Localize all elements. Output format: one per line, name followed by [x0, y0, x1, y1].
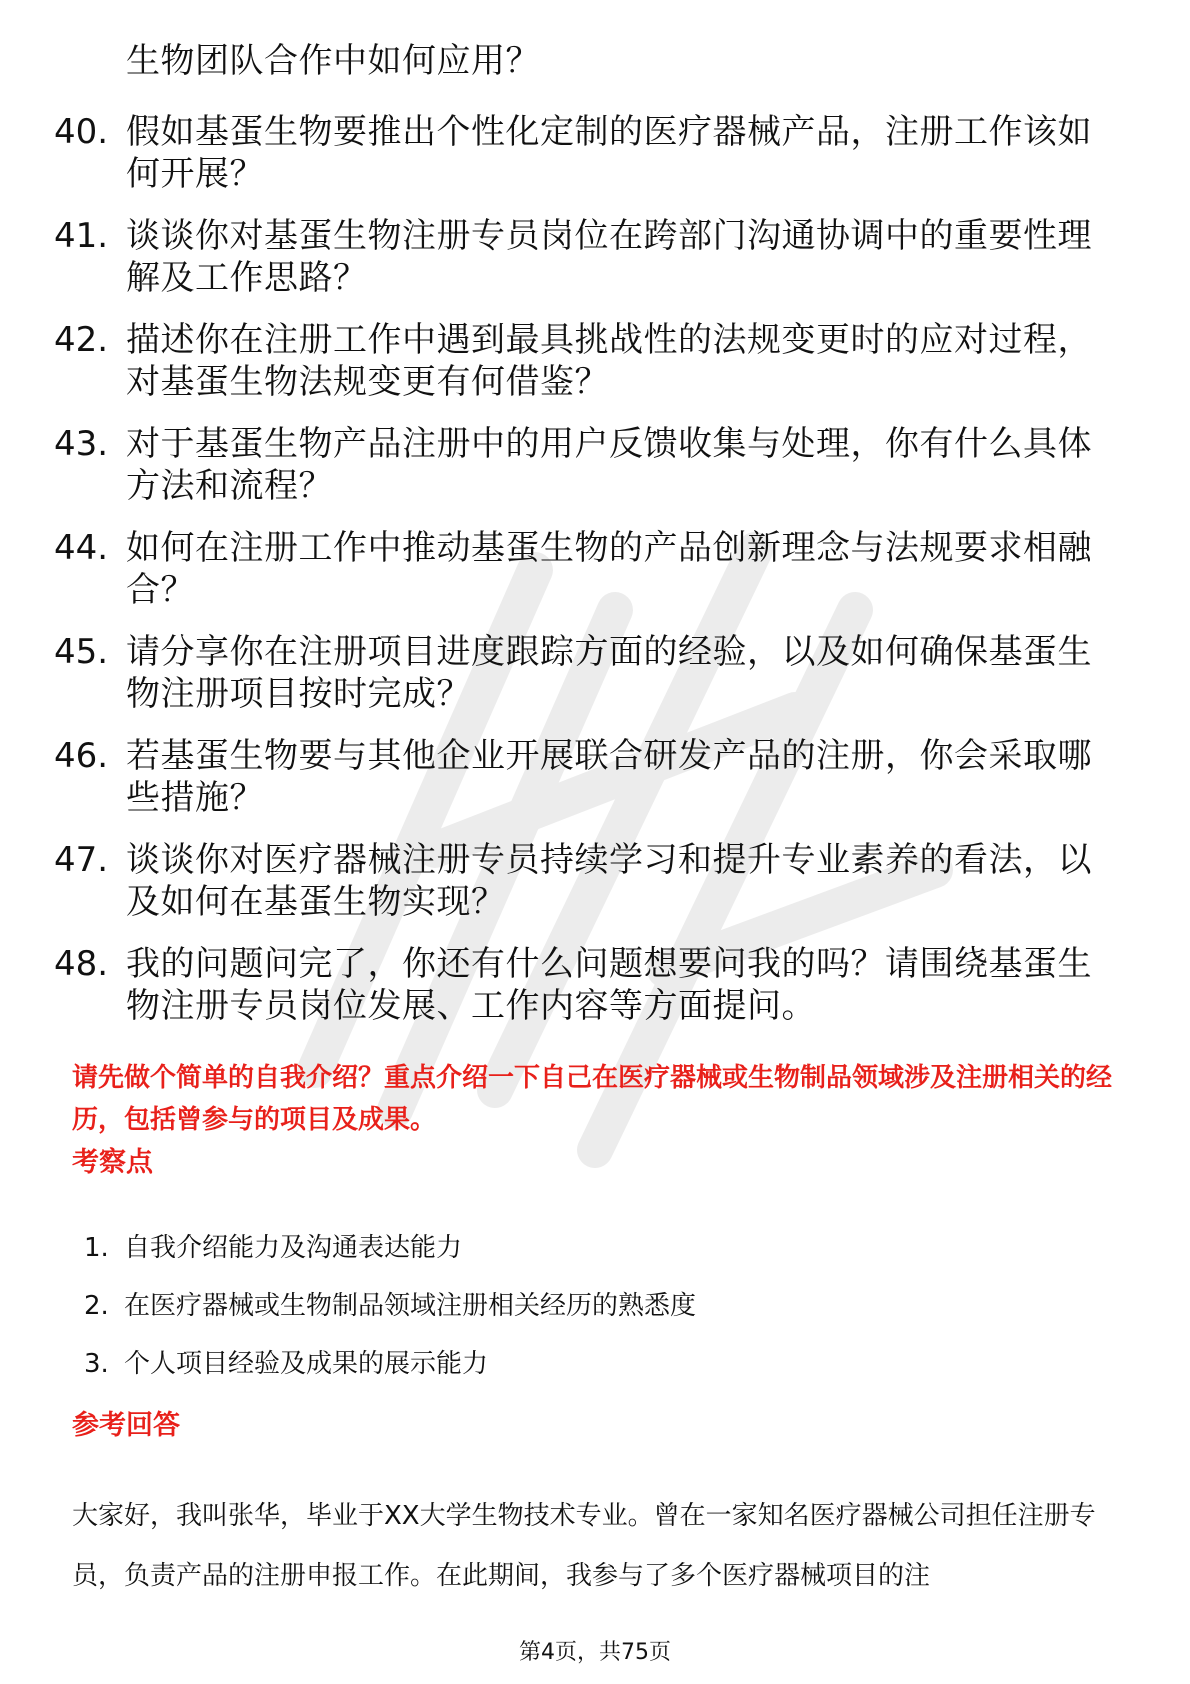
list-item	[54, 111, 1134, 215]
continued-question-text: 生物团队合作中如何应用？	[126, 41, 540, 81]
list-item	[54, 735, 1134, 839]
reference-answer-text: 大家好，我叫张华，毕业于XX大学生物技术专业。曾在一家知名医疗器械公司担任注册专员，负责产品的注册申报工作。在此期间，我参与了多个医疗器械项目的注	[72, 1501, 1096, 1591]
list-item	[84, 1288, 1084, 1346]
list-item	[54, 423, 1134, 527]
point-number: 1.	[84, 1233, 109, 1263]
list-item	[54, 943, 1134, 1047]
list-item	[84, 1346, 1084, 1404]
featured-question: 请先做个简单的自我介绍？重点介绍一下自己在医疗器械或生物制品领域涉及注册相关的经历，包括曾参与的项目及成果。	[72, 1063, 1113, 1135]
question-text: 描述你在注册工作中遇到最具挑战性的法规变更时的应对过程，对基蛋生物法规变更有何借鉴？	[126, 320, 1092, 402]
list-item	[54, 215, 1134, 319]
question-number: 40.	[54, 112, 109, 152]
question-number: 44.	[54, 528, 109, 568]
point-text: 自我介绍能力及沟通表达能力	[124, 1233, 463, 1263]
list-item	[54, 319, 1134, 423]
question-text: 若基蛋生物要与其他企业开展联合研发产品的注册，你会采取哪些措施？	[126, 736, 1092, 818]
list-item	[84, 1230, 1084, 1288]
list-item	[54, 527, 1134, 631]
question-number: 43.	[54, 424, 109, 464]
question-text: 如何在注册工作中推动基蛋生物的产品创新理念与法规要求相融合？	[126, 528, 1092, 610]
question-text: 对于基蛋生物产品注册中的用户反馈收集与处理，你有什么具体方法和流程？	[126, 424, 1092, 506]
point-text: 在医疗器械或生物制品领域注册相关经历的熟悉度	[124, 1291, 697, 1321]
list-item	[54, 631, 1134, 735]
question-number: 41.	[54, 216, 109, 256]
question-number: 45.	[54, 632, 109, 672]
question-number: 47.	[54, 840, 109, 880]
question-number: 48.	[54, 944, 109, 984]
point-number: 2.	[84, 1291, 109, 1321]
point-text: 个人项目经验及成果的展示能力	[124, 1349, 489, 1379]
question-text: 请分享你在注册项目进度跟踪方面的经验，以及如何确保基蛋生物注册项目按时完成？	[126, 632, 1092, 714]
assessment-list	[84, 1230, 1084, 1404]
question-text: 谈谈你对基蛋生物注册专员岗位在跨部门沟通协调中的重要性理解及工作思路？	[126, 216, 1092, 298]
question-number: 42.	[54, 320, 109, 360]
reference-answer-heading: 参考回答	[72, 1410, 180, 1441]
question-text: 假如基蛋生物要推出个性化定制的医疗器械产品，注册工作该如何开展？	[126, 112, 1092, 194]
question-text: 谈谈你对医疗器械注册专员持续学习和提升专业素养的看法，以及如何在基蛋生物实现？	[126, 840, 1092, 922]
question-number: 46.	[54, 736, 109, 776]
point-number: 3.	[84, 1349, 109, 1379]
assessment-heading: 考察点	[72, 1147, 153, 1178]
page-number: 第4页，共75页	[519, 1640, 671, 1665]
question-text: 我的问题问完了，你还有什么问题想要问我的吗？请围绕基蛋生物注册专员岗位发展、工作内容等方面提问。	[126, 944, 1092, 1026]
list-item	[54, 839, 1134, 943]
question-list	[54, 111, 1134, 1047]
